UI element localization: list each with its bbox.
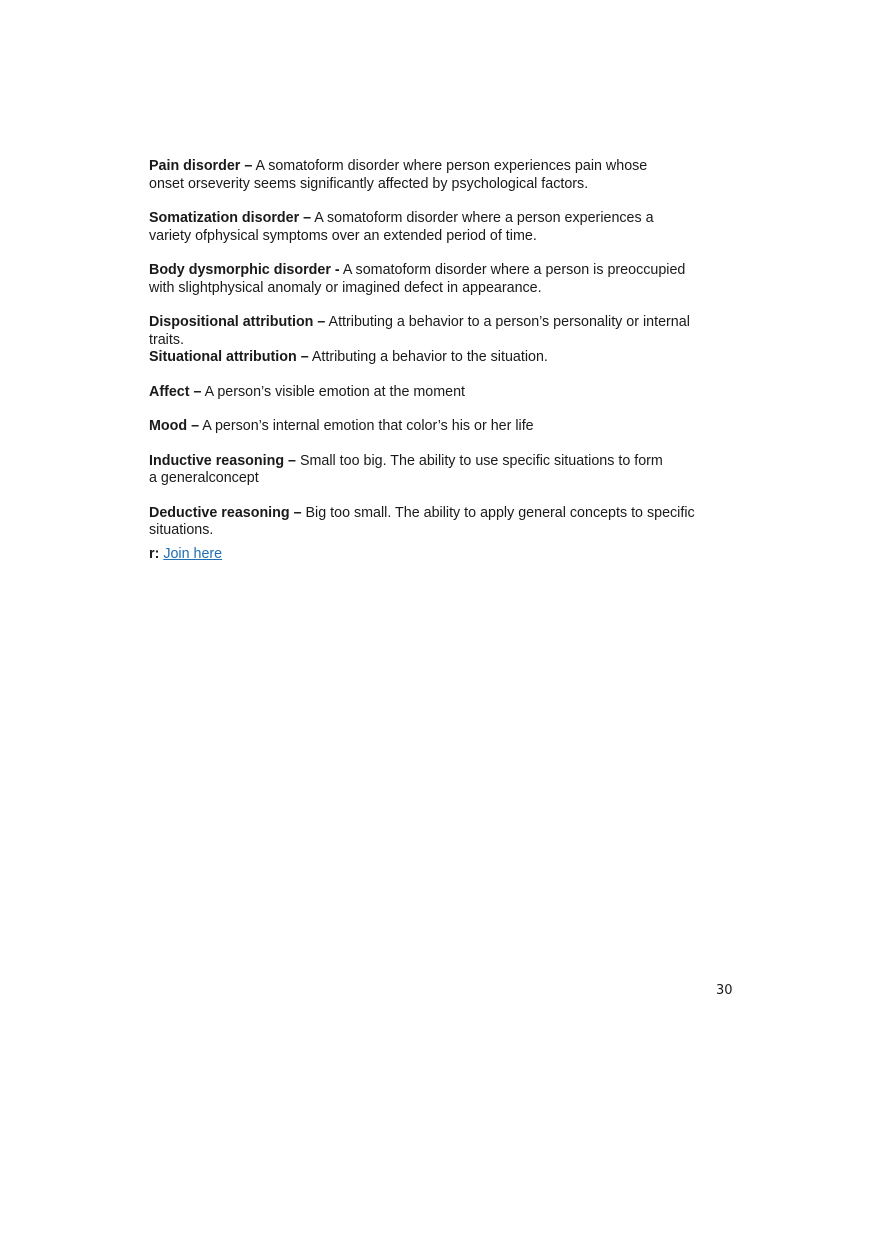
term-label: Situational attribution – xyxy=(149,349,309,365)
entry-deductive-reasoning xyxy=(149,505,739,540)
term-label: Pain disorder – xyxy=(149,158,253,174)
definition-text: A somatoform disorder where a person is preoccupied xyxy=(339,262,686,278)
document-body xyxy=(149,158,739,563)
definition-text: a generalconcept xyxy=(149,470,259,486)
definition-text: variety ofphysical symptoms over an extended period of time. xyxy=(149,227,537,244)
definition-text: situations. xyxy=(149,522,214,538)
term-label: Affect – xyxy=(149,383,202,400)
definition-text: Small too big. The ability to use specific situations to form xyxy=(295,452,663,469)
definition-text: Big too small. The ability to apply general concepts to specific xyxy=(301,504,695,521)
term-label: Deductive reasoning – xyxy=(149,504,302,521)
definition-text: traits. xyxy=(149,331,184,348)
term-label: Inductive reasoning – xyxy=(149,452,296,469)
entry-body-dysmorphic-disorder xyxy=(149,262,739,297)
definition-text: Attributing a behavior to the situation. xyxy=(308,349,548,365)
term-label: Mood – xyxy=(149,418,200,434)
entry-pain-disorder xyxy=(149,158,739,193)
definition-text: onset orseverity seems significantly affected by psychological factors. xyxy=(149,175,589,192)
term-label: Somatization disorder – xyxy=(149,210,312,226)
entry-affect xyxy=(149,384,739,402)
definition-text: A person’s visible emotion at the moment xyxy=(201,383,466,400)
entry-situational-attribution xyxy=(149,349,739,367)
entry-somatization-disorder xyxy=(149,210,739,245)
footer-prefix: r: xyxy=(149,545,160,562)
term-label: Dispositional attribution – xyxy=(149,314,326,330)
join-here-link[interactable]: Join here xyxy=(163,545,223,562)
definition-text: Attributing a behavior to a person’s personality or internal xyxy=(325,314,690,330)
join-footer xyxy=(149,546,739,564)
entry-inductive-reasoning xyxy=(149,453,739,488)
definition-text: A somatoform disorder where person experiences pain whose xyxy=(252,158,648,174)
definition-text: A somatoform disorder where a person experiences a xyxy=(311,210,654,226)
entry-mood xyxy=(149,418,739,436)
entry-dispositional-attribution xyxy=(149,314,739,349)
definition-text: with slightphysical anomaly or imagined defect in appearance. xyxy=(149,279,542,296)
definition-text: A person’s internal emotion that color’s his or her life xyxy=(199,418,534,434)
term-label: Body dysmorphic disorder - xyxy=(149,262,340,278)
page-number: 30 xyxy=(716,983,733,998)
